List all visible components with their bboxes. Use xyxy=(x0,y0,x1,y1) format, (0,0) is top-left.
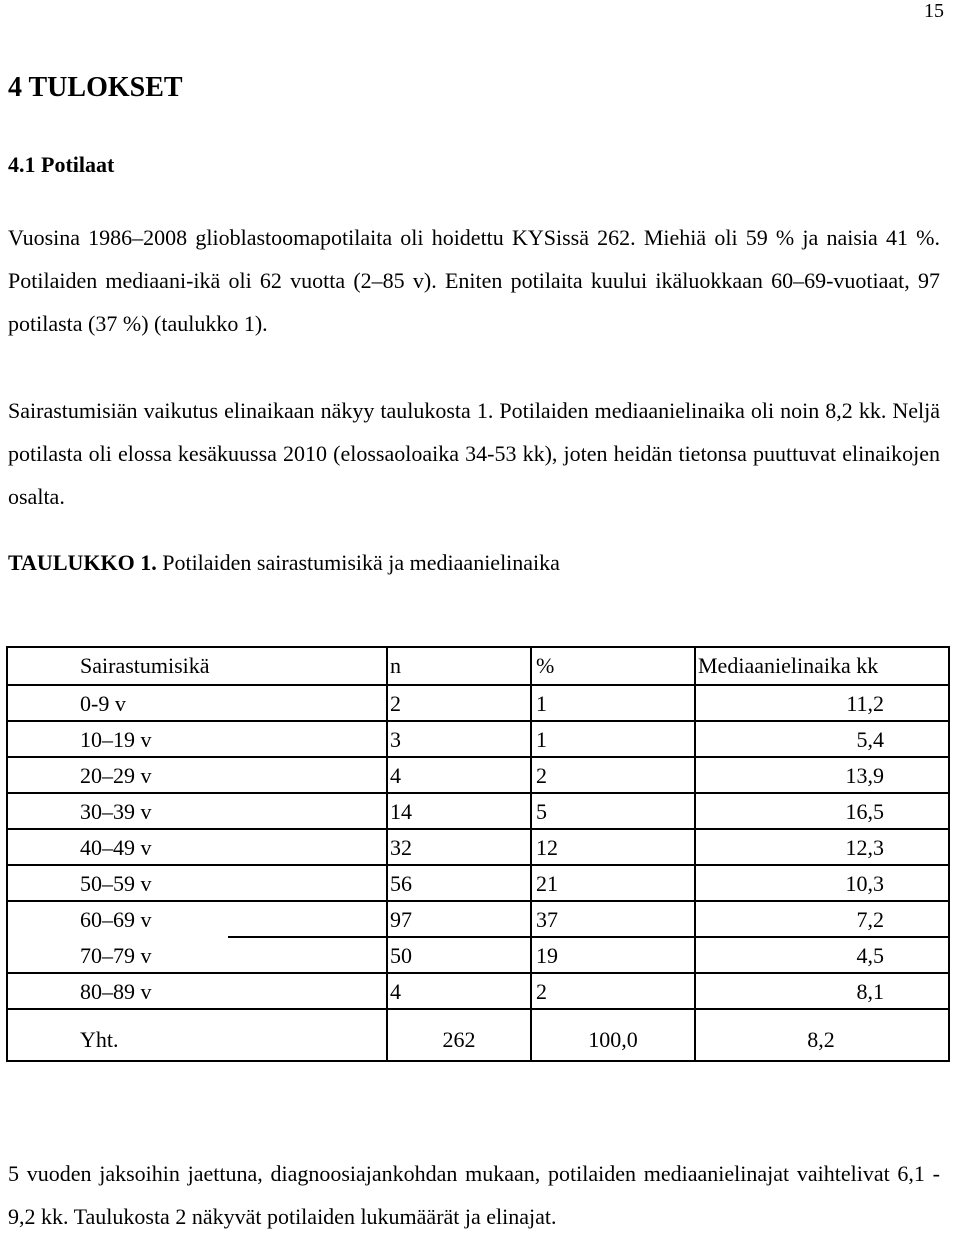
row-age: 40–49 v xyxy=(80,835,152,860)
table-caption-label: TAULUKKO 1. xyxy=(8,550,157,575)
row-percent: 1 xyxy=(536,691,547,716)
row-percent: 1 xyxy=(536,727,547,752)
row-n: 4 xyxy=(390,979,401,1004)
header-percent: % xyxy=(536,653,555,678)
header-n: n xyxy=(390,653,401,678)
total-percent: 100,0 xyxy=(588,1027,638,1052)
total-n: 262 xyxy=(442,1027,476,1052)
page-number: 15 xyxy=(924,0,944,22)
row-median: 5,4 xyxy=(856,727,884,752)
row-n: 97 xyxy=(390,907,412,932)
row-percent: 5 xyxy=(536,799,547,824)
results-table xyxy=(6,646,950,1062)
row-percent: 21 xyxy=(536,871,558,896)
paragraph-survival: Sairastumisiän vaikutus elinaikaan näkyy taulukosta 1. Potilaiden mediaanielinaika oli noin 8,2 kk. Neljä potilasta oli elossa kesäkuussa 2010 (elossaoloaika 34-53 kk), joten heidän tietonsa puuttuvat elinaikojen osalta. xyxy=(8,398,940,509)
row-median: 16,5 xyxy=(845,799,884,824)
row-percent: 12 xyxy=(536,835,558,860)
row-n: 50 xyxy=(390,943,412,968)
row-percent: 19 xyxy=(536,943,558,968)
row-age: 10–19 v xyxy=(80,727,152,752)
row-median: 8,1 xyxy=(856,979,884,1004)
row-median: 4,5 xyxy=(856,943,884,968)
row-age: 80–89 v xyxy=(80,979,152,1004)
paragraph-patients: Vuosina 1986–2008 glioblastoomapotilaita oli hoidettu KYSissä 262. Miehiä oli 59 % ja naisia 41 %. Potilaiden mediaani-ikä oli 62 vuotta (2–85 v). Eniten potilaita kuului ikäluokkaan 60–69-vuotiaat, 97 potilasta (37 %) (taulukko 1). xyxy=(8,225,940,336)
row-age: 0-9 v xyxy=(80,691,126,716)
total-label: Yht. xyxy=(80,1027,119,1052)
row-percent: 2 xyxy=(536,979,547,1004)
row-age: 50–59 v xyxy=(80,871,152,896)
row-n: 4 xyxy=(390,763,401,788)
column-divider xyxy=(386,648,388,1060)
row-n: 2 xyxy=(390,691,401,716)
chapter-heading: 4 TULOKSET xyxy=(8,72,183,103)
row-n: 14 xyxy=(390,799,412,824)
row-age: 70–79 v xyxy=(80,943,152,968)
header-median: Mediaanielinaika kk xyxy=(698,653,879,678)
section-heading: 4.1 Potilaat xyxy=(8,152,115,177)
row-median: 10,3 xyxy=(845,871,884,896)
row-median: 7,2 xyxy=(856,907,884,932)
paragraph-periods: 5 vuoden jaksoihin jaettuna, diagnoosiajankohdan mukaan, potilaiden mediaanielinajat vaihtelivat 6,1 - 9,2 kk. Taulukosta 2 näkyvät potilaiden lukumäärät ja elinajat. xyxy=(8,1161,940,1229)
row-n: 32 xyxy=(390,835,412,860)
row-age: 30–39 v xyxy=(80,799,152,824)
row-median: 12,3 xyxy=(845,835,884,860)
table-caption xyxy=(8,550,560,576)
table-caption-text: Potilaiden sairastumisikä ja mediaanielinaika xyxy=(156,550,560,575)
row-age: 20–29 v xyxy=(80,763,152,788)
total-median: 8,2 xyxy=(807,1027,835,1052)
row-median: 13,9 xyxy=(845,763,884,788)
row-n: 56 xyxy=(390,871,412,896)
column-divider xyxy=(530,648,532,1060)
row-n: 3 xyxy=(390,727,401,752)
row-percent: 37 xyxy=(536,907,558,932)
row-age: 60–69 v xyxy=(80,907,152,932)
row-percent: 2 xyxy=(536,763,547,788)
header-age: Sairastumisikä xyxy=(80,653,210,678)
row-median: 11,2 xyxy=(846,691,884,716)
